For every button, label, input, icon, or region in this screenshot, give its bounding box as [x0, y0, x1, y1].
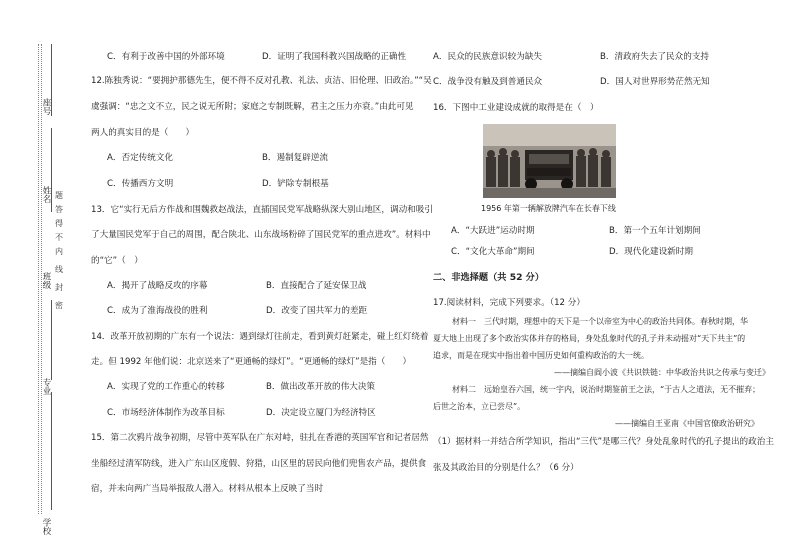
seal-char: 不 — [55, 233, 63, 242]
q12-option-d: D．铲除专制根基 — [262, 179, 329, 189]
q12-option-c: C．传播西方文明 — [107, 179, 174, 189]
truck-photo — [483, 124, 616, 198]
q12-stem-line2: 虞强调：“忠之文不立，民之说无所附；家庭之专制既解，君主之压力亦衰。”由此可见 — [91, 102, 414, 112]
q13-stem-line3: 的“它”（ ） — [91, 256, 143, 266]
class-label: 班级 — [41, 272, 51, 289]
material2-source: ——摘编自王亚南《中国官僚政治研究》 — [615, 419, 759, 428]
q14-stem-line1: 14．改革开放初期的广东有一个说法：遇到绿灯往前走，看到黄灯赶紧走，碰上红灯绕着 — [91, 332, 429, 342]
q12-stem-line3: 两人的真实目的是（ ） — [91, 128, 195, 138]
q12-option-a: A．否定传统文化 — [107, 153, 174, 163]
q13-option-c: C．成为了淮海战役的胜利 — [107, 306, 208, 316]
q11-option-c: C．有利于改善中国的外部环境 — [107, 52, 225, 62]
binding-line — [51, 392, 52, 510]
seal-char: 内 — [55, 247, 63, 256]
q13-stem-line2: 了大量国民党军于自己的周围，配合陕北、山东战场粉碎了国民党军的重点进攻”。材料中 — [91, 230, 431, 240]
q16-option-b: B．第一个五年计划期间 — [609, 226, 701, 236]
q15-stem-line1: 15．第二次鸦片战争初期，尽管中英军队在广东对峙，驻扎在香港的英国军官和记者居然 — [91, 433, 429, 443]
name-label: 姓名 — [41, 186, 51, 203]
q15-stem-line2: 坐船经过清军防线，进入广东山区度假、狩猎，山区里的居民向他们兜售农产品，提供食 — [91, 459, 427, 469]
material2-line2: 后世之治本，立已尝尽”。 — [433, 402, 526, 411]
q16-option-c: C．“文化大革命”期间 — [451, 247, 535, 257]
q15-stem-line3: 宿，并未向两广当局举报敌人潜入。材料从根本上反映了当时 — [91, 484, 324, 494]
q16-option-d: D．现代化建设新时期 — [609, 247, 693, 257]
q11-option-d: D．证明了我国科教兴国战略的正确性 — [262, 52, 407, 62]
q14-option-a: A．实现了党的工作重心的转移 — [107, 382, 225, 392]
q13-option-b: B．直接配合了延安保卫战 — [266, 281, 367, 291]
q14-option-b: B．做出改革开放的伟大决策 — [266, 382, 376, 392]
q15-option-c: C．战争没有触及到普通民众 — [433, 77, 543, 87]
q17-part1-line1: （1）据材料一并结合所学知识，指出“三代”是哪三代？身处乱象时代的孔子提出的政治主 — [433, 437, 774, 447]
q15-option-d: D．国人对世界形势茫然无知 — [600, 77, 710, 87]
q12-stem-line1: 12.陈独秀说：“要拥护那德先生，便不得不反对孔教、礼法、贞洁、旧伦理、旧政治。”“吴 — [91, 76, 432, 86]
q15-option-b: B．清政府失去了民众的支持 — [600, 52, 710, 62]
q14-option-d: D．决定设立厦门为经济特区 — [266, 408, 376, 418]
seal-char: 题 — [55, 191, 63, 200]
section-heading: 二、非选择题（共 52 分） — [433, 272, 545, 283]
material1-line2: 夏大地上出现了多个政治实体并存的格局，身处乱象时代的孔子并未动摇对“天下共主”的 — [433, 334, 746, 343]
major-label: 专业 — [41, 378, 51, 395]
material1-source: ——摘编自阎小波《共识铁链：中华政治共识之传承与变迁》 — [554, 368, 770, 377]
seat-number-label: 座号 — [41, 98, 51, 115]
seal-char: 得 — [55, 219, 63, 228]
binding-line — [51, 300, 52, 380]
q16-stem: 16．下图中工业建设成就的取得是在（ ） — [433, 103, 599, 113]
seal-char: 答 — [55, 205, 63, 214]
seal-char: 线 — [55, 265, 63, 274]
q13-option-a: A．揭开了战略反攻的序幕 — [107, 281, 208, 291]
q15-option-a: A．民众的民族意识较为缺失 — [433, 52, 543, 62]
seal-char: 封 — [55, 283, 63, 292]
school-label: 学校 — [41, 518, 51, 535]
material1-line1: 材料一 三代时期，理想中的天下是一个以帝室为中心的政治共同体。春秋时期，华 — [452, 317, 748, 326]
q14-stem-line2: 走。但 1992 年他们说：北京送来了“更通畅的绿灯”。“更通畅的绿灯”是指（ ） — [91, 357, 412, 367]
photo-caption: 1956 年第一辆解放牌汽车在长春下线 — [481, 204, 616, 213]
q16-option-a: A．“大跃进”运动时期 — [451, 226, 535, 236]
material2-line1: 材料二 远始皇吞六国，统一宇内，说治时期鉴前王之法，“于古人之道法，无不摧弃； — [452, 385, 761, 394]
q17-stem: 17.阅读材料，完成下列要求。（12 分） — [433, 298, 585, 308]
seal-char: 密 — [55, 301, 63, 310]
q17-part1-line2: 张及其政治目的分别是什么？（6 分） — [433, 463, 579, 473]
q13-option-d: D．改变了国共军力的差距 — [266, 306, 368, 316]
material1-line3: 追求，而是在现实中指出着中国历史如何重构政治的大一统。 — [433, 351, 649, 360]
q12-option-b: B．遏制复辟逆流 — [262, 153, 329, 163]
q13-stem-line1: 13．它“实行无后方作战和围魏救赵战法，直插国民党军战略纵深大别山地区，调动和吸引 — [91, 205, 433, 215]
q14-option-c: C．市场经济体制作为改革目标 — [107, 408, 225, 418]
